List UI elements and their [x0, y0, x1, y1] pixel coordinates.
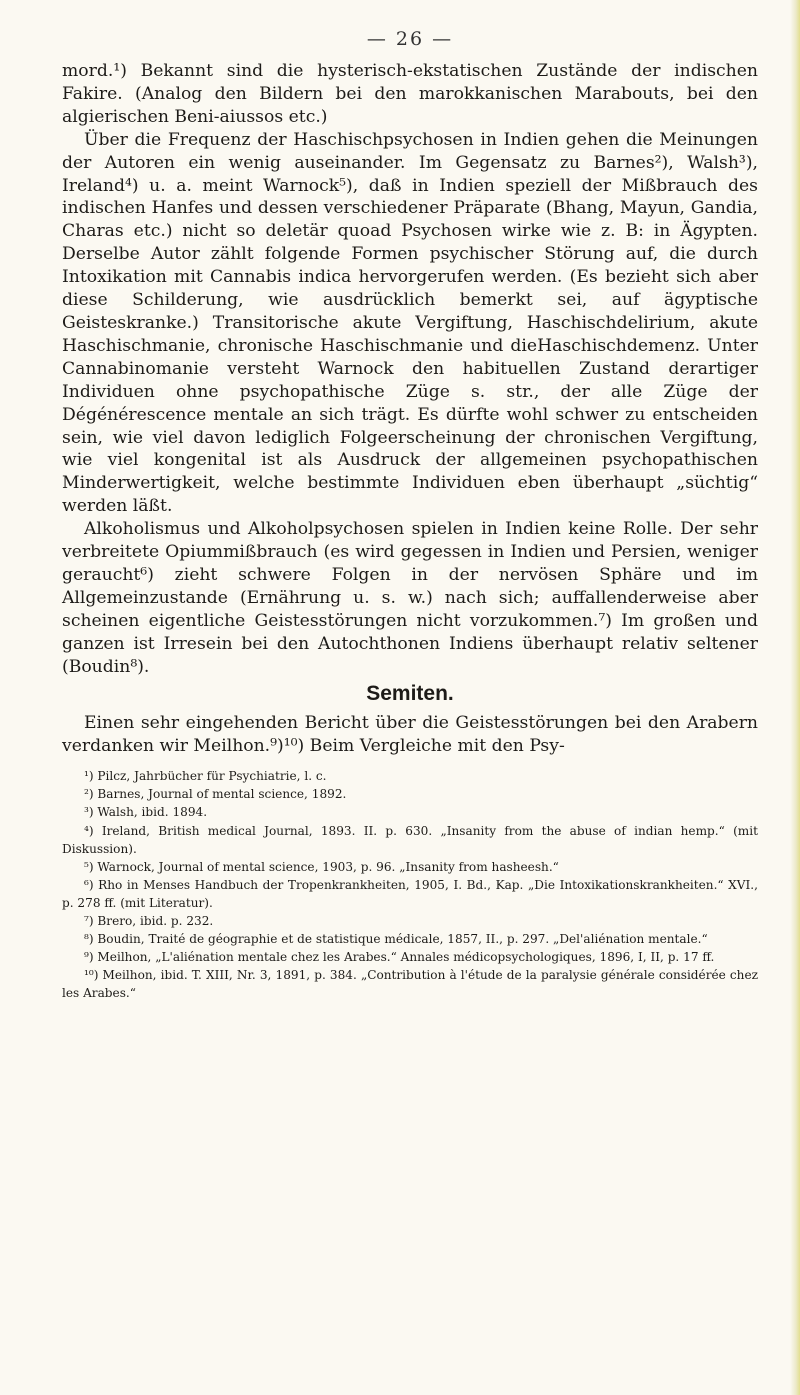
footnote: ⁷) Brero, ibid. p. 232.: [84, 914, 214, 929]
footnotes: [62, 767, 758, 1002]
body-text: [62, 60, 758, 758]
paragraph: Über die Frequenz der Haschischpsychosen in Indien gehen die Meinungen der Autoren ein wenig auseinander. Im Gegensatz zu Barnes²), Walsh³), Ireland⁴) u. a. meint Warnock⁵), daß in Indien speziell der Mißbrauch des indischen Hanfes und dessen verschiedener Präparate (Bhang, Mayun, Gandia, Charas etc.) nicht so deletär quoad Psychosen wirke wie z. B: in Ägypten. Derselbe Autor zählt folgende Formen psychischer Störung auf, die durch Intoxikation mit Cannabis indica hervorgerufen werden. (Es bezieht sich aber diese Schilderung, wie ausdrücklich bemerkt sei, auf ägyptische Geisteskranke.) Transitorische akute Vergiftung, Haschischdelirium, akute Haschischmanie, chronische Haschischmanie und dieHaschischdemenz. Unter Cannabinomanie versteht Warnock den habituellen Zustand derartiger Individuen ohne psychopathische Züge s. str., der alle Züge der Dégénérescence mentale an sich trägt. Es dürfte wohl schwer zu entscheiden sein, wie viel davon lediglich Folgeerscheinung der chronischen Vergiftung, wie viel kongenital ist als Ausdruck der allgemeinen psychopathischen Minderwertigkeit, welche bestimmte Individuen eben überhaupt „süchtig“ werden läßt.: [62, 129, 758, 517]
footnote: ¹) Pilcz, Jahrbücher für Psychiatrie, l. c.: [84, 769, 327, 784]
footnote: ⁵) Warnock, Journal of mental science, 1903, p. 96. „Insanity from hasheesh.“: [84, 859, 559, 874]
book-page: [62, 28, 758, 1003]
paragraph: mord.¹) Bekannt sind die hysterisch-ekstatischen Zustände der indischen Fakire. (Analog den Bildern bei den marokkanischen Marabouts, bei den algierischen Beni-aiussos etc.): [62, 61, 758, 127]
footnote: ⁶) Rho in Menses Handbuch der Tropenkrankheiten, 1905, I. Bd., Kap. „Die Intoxikationskrankheiten.“ XVI., p. 278 ff. (mit Literatur).: [62, 877, 758, 910]
footnote: ²) Barnes, Journal of mental science, 1892.: [84, 787, 347, 802]
footnote: ⁸) Boudin, Traité de géographie et de statistique médicale, 1857, II., p. 297. „Del'aliénation mentale.“: [84, 932, 708, 947]
footnote: ⁹) Meilhon, „L'aliénation mentale chez les Arabes.“ Annales médicopsychologiques, 1896, I, II, p. 17 ff.: [84, 950, 715, 965]
paragraph: Einen sehr eingehenden Bericht über die Geistesstörungen bei den Arabern verdanken wir Meilhon.⁹)¹⁰) Beim Vergleiche mit den Psy-: [62, 713, 758, 757]
page-edge: [790, 0, 800, 1395]
footnote: ³) Walsh, ibid. 1894.: [84, 805, 208, 820]
paragraph: Alkoholismus und Alkoholpsychosen spielen in Indien keine Rolle. Der sehr verbreitete Opiummißbrauch (es wird gegessen in Indien und Persien, weniger geraucht⁶) zieht schwere Folgen in der nervösen Sphäre und im Allgemeinzustande (Ernährung u. s. w.) nach sich; auffallenderweise aber scheinen eigentliche Geistesstörungen nicht vorzukommen.⁷) Im großen und ganzen ist Irresein bei den Autochthonen Indiens überhaupt relativ seltener (Boudin⁸).: [62, 519, 758, 677]
page-number: — 26 —: [366, 28, 454, 50]
section-heading: Semiten.: [366, 682, 454, 706]
footnote: ⁴) Ireland, British medical Journal, 1893. II. p. 630. „Insanity from the abuse of indian hemp.“ (mit Diskussion).: [62, 823, 758, 856]
footnote: ¹⁰) Meilhon, ibid. T. XIII, Nr. 3, 1891, p. 384. „Contribution à l'étude de la paralysie générale considérée chez les Arabes.“: [62, 968, 758, 1001]
